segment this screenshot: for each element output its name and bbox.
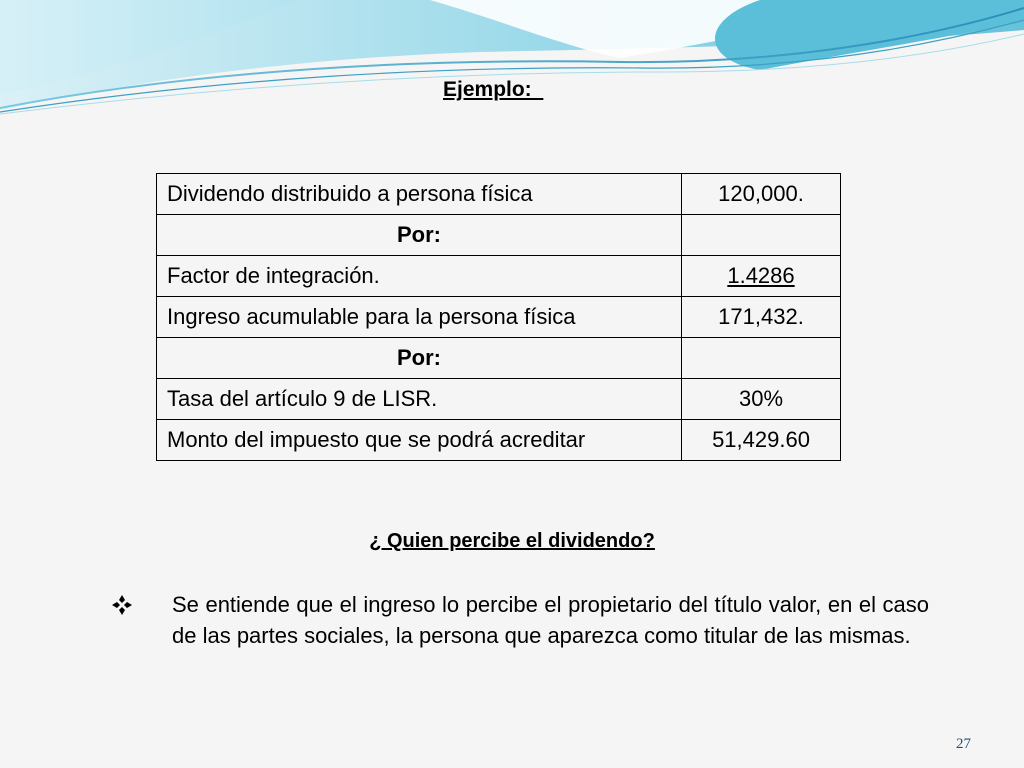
row-value: [682, 215, 841, 256]
table-row: [157, 215, 841, 256]
slide-title: Ejemplo:: [443, 78, 544, 101]
calculation-table: [156, 173, 841, 461]
row-label: Tasa del artículo 9 de LISR.: [157, 379, 682, 420]
row-label: Por:: [157, 338, 682, 379]
table-row: [157, 174, 841, 215]
row-value: 30%: [682, 379, 841, 420]
table-row: [157, 420, 841, 461]
row-label: Factor de integración.: [157, 256, 682, 297]
row-value: 1.4286: [727, 263, 795, 288]
row-value: 51,429.60: [682, 420, 841, 461]
table-row: [157, 338, 841, 379]
question-text: ¿ Quien percibe el dividendo?: [369, 530, 655, 552]
row-value-cell: [682, 256, 841, 297]
row-value: 120,000.: [682, 174, 841, 215]
row-label: Por:: [157, 215, 682, 256]
diamond-bullet-icon: [112, 595, 132, 618]
table-row: [157, 379, 841, 420]
row-value: 171,432.: [682, 297, 841, 338]
bullet-paragraph: Se entiende que el ingreso lo percibe el propietario del título valor, en el caso de las partes sociales, la persona que aparezca como titular de las mismas.: [172, 592, 929, 648]
row-label: Dividendo distribuido a persona física: [157, 174, 682, 215]
header-wave-decoration: [0, 0, 1024, 140]
question-heading: [0, 530, 1024, 553]
table-row: [157, 297, 841, 338]
page-number: 27: [956, 736, 971, 752]
row-value: [682, 338, 841, 379]
row-label: Monto del impuesto que se podrá acreditar: [157, 420, 682, 461]
row-label: Ingreso acumulable para la persona física: [157, 297, 682, 338]
table-row: [157, 256, 841, 297]
